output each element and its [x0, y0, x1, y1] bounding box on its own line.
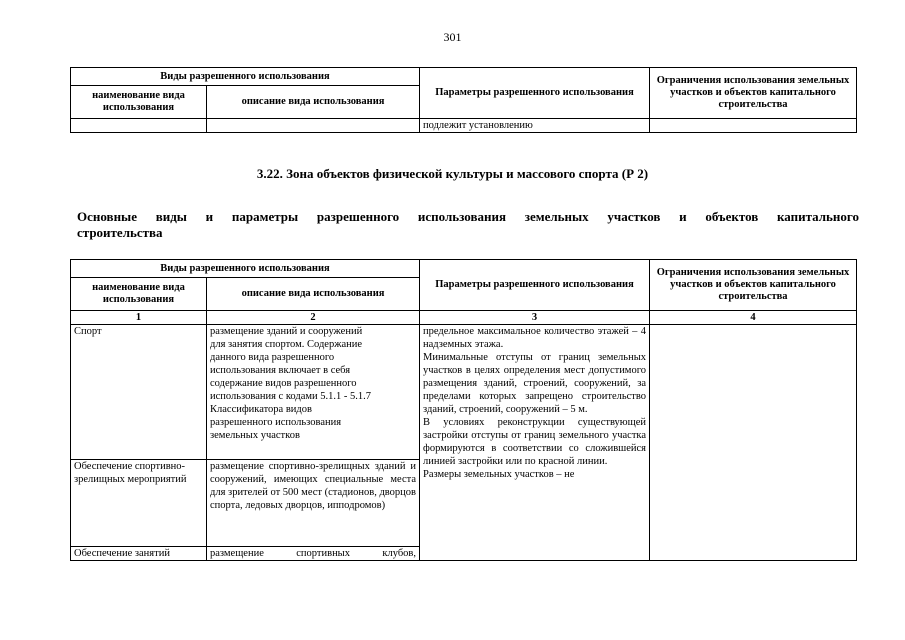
parameter-reconstruction: В условиях реконструкции существующей застройки отступы от границ земельного участка формируются в соответствии со сложившейся линией застройки или по красной линии. [423, 417, 647, 467]
description-line: данного вида разрешенного [210, 352, 335, 363]
parameter-plot-size: Размеры земельных участков – не [423, 469, 575, 480]
description-line: Классификатора видов [210, 404, 312, 415]
use-description-sports-activities: размещение спортивных клубов, [207, 547, 420, 561]
table-cell [650, 119, 857, 133]
continued-table [70, 67, 857, 133]
header-permitted-use-types: Виды разрешенного использования [71, 260, 420, 278]
table-cell [207, 119, 420, 133]
parameters-cell [420, 325, 650, 561]
header-restrictions: Ограничения использования земельных участков и объектов капитального строительства [650, 260, 857, 311]
main-permitted-uses-table [70, 259, 857, 561]
use-name-sport: Спорт [71, 325, 207, 460]
header-parameters: Параметры разрешенного использования [420, 260, 650, 311]
description-line: содержание видов разрешенного [210, 378, 357, 389]
subtitle-line-1: Основные виды и параметры разрешенного использования земельных участков и объектов капитального [77, 209, 859, 224]
description-line: для занятия спортом. Содержание [210, 339, 363, 350]
header-permitted-use-types: Виды разрешенного использования [71, 68, 420, 86]
parameter-min-setbacks: Минимальные отступы от границ земельных участков в целях определения мест допустимого размещения зданий, строений, сооружений, за пределами которых запрещено строительство зданий, строений, сооружений – 5 м. [423, 352, 647, 415]
page-number: 301 [443, 30, 462, 44]
header-use-name: наименование вида использования [71, 278, 207, 311]
header-restrictions: Ограничения использования земельных участков и объектов капитального строительства [650, 68, 857, 119]
description-line: разрешенного использования [210, 417, 342, 428]
column-number-3: 3 [420, 311, 650, 325]
subtitle [77, 209, 859, 241]
parameter-max-floors: предельное максимальное количество этажей – 4 надземных этажа. [423, 326, 647, 350]
column-number-1: 1 [71, 311, 207, 325]
header-use-description: описание вида использования [207, 86, 420, 119]
use-description-sport [207, 325, 420, 460]
column-number-4: 4 [650, 311, 857, 325]
use-name-sports-events: Обеспечение спортивно-зрелищных мероприятий [71, 460, 207, 547]
use-description-sports-events: размещение спортивно-зрелищных зданий и сооружений, имеющих специальные места для зрителей от 500 мест (стадионов, дворцов спорта, ледовых дворцов, ипподромов) [207, 460, 420, 547]
header-parameters: Параметры разрешенного использования [420, 68, 650, 119]
header-use-description: описание вида использования [207, 278, 420, 311]
description-line: размещение зданий и сооружений [210, 326, 363, 337]
continuation-text: подлежит установлению [420, 119, 650, 133]
section-title: 3.22. Зона объектов физической культуры и массового спорта (Р 2) [256, 166, 649, 181]
header-use-name: наименование вида использования [71, 86, 207, 119]
column-number-2: 2 [207, 311, 420, 325]
use-name-sports-activities: Обеспечение занятий [71, 547, 207, 561]
description-line: использования с кодами 5.1.1 - 5.1.7 [210, 391, 371, 402]
description-line: использования включает в себя [210, 365, 351, 376]
subtitle-line-2: строительства [77, 225, 163, 240]
table-cell [71, 119, 207, 133]
description-line: земельных участков [210, 430, 300, 441]
restrictions-cell [650, 325, 857, 561]
